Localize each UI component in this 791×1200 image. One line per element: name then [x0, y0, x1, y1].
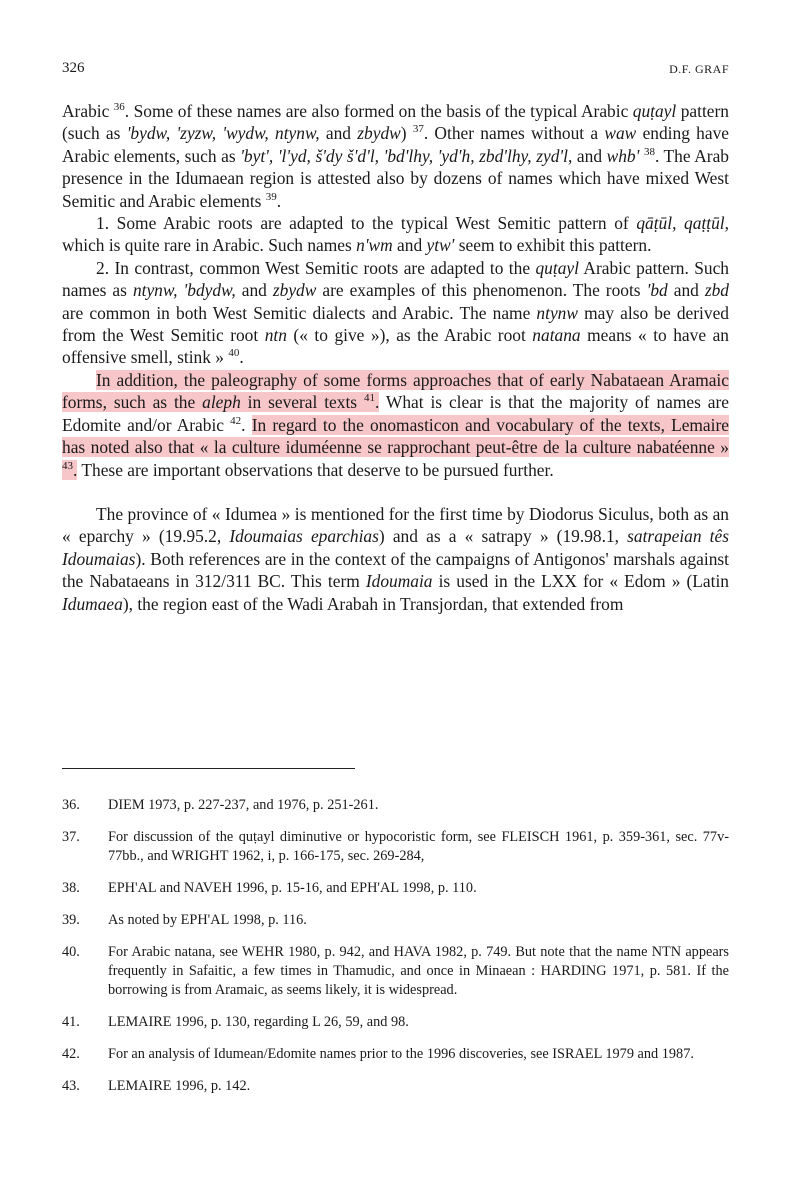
footnote [62, 911, 729, 930]
paragraph-5: The province of « Idumea » is mentioned for the first time by Diodorus Siculus, both as an « eparchy » (19.95.2, Idoumaias eparchias) and as a « satrapy » (19.98.1, satrapeian tês Idoumaias). Both references are in the context of the campaigns of Antigonos' marshals against the Nabataeans in 312/311 BC. This term Idoumaia is used in the LXX for « Edom » (Latin Idumaea), the region east of the Wadi Arabah in Transjordan, that extended from [62, 503, 730, 614]
footnote [62, 1077, 729, 1096]
running-head: D.F. GRAF [669, 62, 729, 76]
footnotes [62, 796, 729, 1109]
paragraph-3: 2. In contrast, common West Semitic roots are adapted to the quṭayl Arabic pattern. Such names as ntynw, 'bdydw, and zbydw are examples of this phenomenon. The roots 'bd and zbd are common in both West Semitic dialects and Arabic. The name ntynw may also be derived from the West Semitic root ntn (« to give »), as the Arabic root natana means « to have an offensive smell, stink » $^{40}$. [62, 257, 730, 368]
footnote-number: 39. [62, 912, 80, 928]
footnote [62, 796, 729, 815]
footnote-number: 41. [62, 1014, 80, 1030]
footnote-text: LEMAIRE 1996, p. 142. [108, 1078, 251, 1094]
footnote-text: DIEM 1973, p. 227-237, and 1976, p. 251-261. [108, 797, 379, 813]
paragraph-2: 1. Some Arabic roots are adapted to the typical West Semitic pattern of qāṭūl, qaṭṭūl, which is quite rare in Arabic. Such names n'wm and ytw' seem to exhibit this pattern. [62, 213, 729, 256]
footnote [62, 1013, 729, 1032]
footnote-text: For discussion of the quṭayl diminutive or hypocoristic form, see FLEISCH 1961, p. 359-361, sec. 77v-77bb., and WRIGHT 1962, i, p. 166-175, sec. 269-284, [108, 829, 729, 864]
footnote-rule [62, 768, 355, 769]
highlight-1: In addition, the paleography of some forms approaches that of early Nabataean Aramaic forms, such as the aleph in several texts $^{41}$. [62, 369, 729, 413]
paragraph-4: In addition, the paleography of some forms approaches that of early Nabataean Aramaic forms, such as the aleph in several texts $^{41}$. What is clear is that the majority of names are Edomite and/or Arabic $^{42}$. In regard to the onomasticon and vocabulary of the texts, Lemaire has noted also that « la culture iduméenne se rapprochant peut-être de la culture nabatéenne » $^{43}$. These are important observations that deserve to be pursued further. [62, 369, 729, 480]
footnote-text: For Arabic natana, see WEHR 1980, p. 942, and HAVA 1982, p. 749. But note that the name NTN appears frequently in Safaitic, a few times in Thamudic, and once in Minaean : HARDING 1971, p. 581. If the borrowing is from Aramaic, as seems likely, it is widespread. [108, 944, 729, 998]
footnote-number: 40. [62, 944, 80, 960]
highlight-2: In regard to the onomasticon and vocabulary of the texts, Lemaire has noted also that « la culture iduméenne se rapprochant peut-être de la culture nabatéenne » $^{43}$. [62, 414, 729, 480]
footnote-number: 37. [62, 829, 80, 845]
page-header [62, 60, 729, 84]
page-number: 326 [62, 60, 85, 76]
paragraph-1: Arabic $^{36}$. Some of these names are also formed on the basis of the typical Arabic quṭayl pattern (such as 'bydw, 'zyzw, 'wydw, ntynw, and zbydw) $^{37}$. Other names without a waw ending have Arabic elements, such as 'byt', 'l'yd, š'dy š'd'l, 'bd'lhy, 'yd'h, zbd'lhy, zyd'l, and whb' $^{38}$. The Arab presence in the Idumaean region is attested also by dozens of names which have mixed West Semitic and Arabic elements $^{39}$. [62, 101, 729, 211]
footnote-number: 36. [62, 797, 80, 813]
footnote-text: As noted by EPH'AL 1998, p. 116. [108, 912, 307, 928]
footnote-text: EPH'AL and NAVEH 1996, p. 15-16, and EPH'AL 1998, p. 110. [108, 880, 477, 896]
footnote-number: 42. [62, 1046, 80, 1062]
footnote [62, 943, 729, 1000]
footnote-number: 43. [62, 1078, 80, 1094]
footnote [62, 828, 729, 866]
footnote-text: For an analysis of Idumean/Edomite names prior to the 1996 discoveries, see ISRAEL 1979 and 1987. [108, 1046, 694, 1062]
footnote-number: 38. [62, 880, 80, 896]
footnote [62, 879, 729, 898]
footnote [62, 1045, 729, 1064]
main-text [62, 100, 729, 615]
footnote-text: LEMAIRE 1996, p. 130, regarding L 26, 59, and 98. [108, 1014, 409, 1030]
